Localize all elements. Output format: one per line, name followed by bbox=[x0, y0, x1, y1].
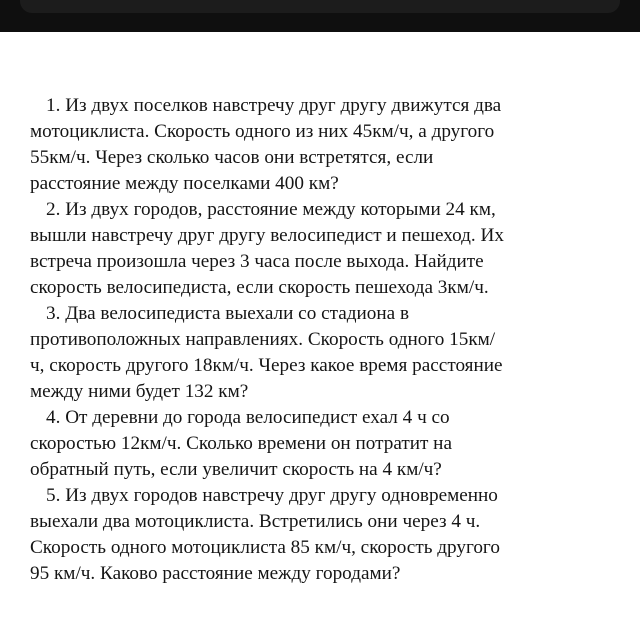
problem-line: скоростью 12км/ч. Сколько времени он потратит на bbox=[30, 433, 452, 454]
problem-line: Скорость одного мотоциклиста 85 км/ч, скорость другого bbox=[30, 537, 500, 558]
problem-4 bbox=[30, 405, 610, 483]
problem-1 bbox=[30, 93, 610, 197]
problem-line: между ними будет 132 км? bbox=[30, 381, 249, 402]
problem-line: 55км/ч. Через сколько часов они встретятся, если bbox=[30, 147, 434, 168]
problem-line: 2. Из двух городов, расстояние между которыми 24 км, bbox=[46, 199, 496, 220]
problem-line: противоположных направлениях. Скорость одного 15км/ bbox=[30, 329, 496, 350]
problem-line: 5. Из двух городов навстречу друг другу одновременно bbox=[46, 485, 498, 506]
top-bar bbox=[0, 0, 640, 32]
problem-line: скорость велосипедиста, если скорость пешехода 3км/ч. bbox=[30, 277, 489, 298]
problem-line: встреча произошла через 3 часа после выхода. Найдите bbox=[30, 251, 484, 272]
problem-line: 95 км/ч. Каково расстояние между городами? bbox=[30, 563, 401, 584]
problem-line: ч, скорость другого 18км/ч. Через какое время расстояние bbox=[30, 355, 503, 376]
problem-3 bbox=[30, 301, 610, 405]
top-bar-panel bbox=[20, 0, 620, 13]
problem-line: расстояние между поселками 400 км? bbox=[30, 173, 339, 194]
problem-line: 1. Из двух поселков навстречу друг другу движутся два bbox=[46, 95, 502, 116]
problem-line: обратный путь, если увеличит скорость на 4 км/ч? bbox=[30, 459, 442, 480]
problem-line: 4. От деревни до города велосипедист ехал 4 ч со bbox=[46, 407, 450, 428]
problem-2 bbox=[30, 197, 610, 301]
problem-line: выехали два мотоциклиста. Встретились они через 4 ч. bbox=[30, 511, 481, 532]
problem-document bbox=[30, 93, 610, 587]
problem-5 bbox=[30, 483, 610, 587]
problem-line: 3. Два велосипедиста выехали со стадиона в bbox=[46, 303, 410, 324]
problem-line: мотоциклиста. Скорость одного из них 45км/ч, а другого bbox=[30, 121, 495, 142]
problem-line: вышли навстречу друг другу велосипедист и пешеход. Их bbox=[30, 225, 504, 246]
